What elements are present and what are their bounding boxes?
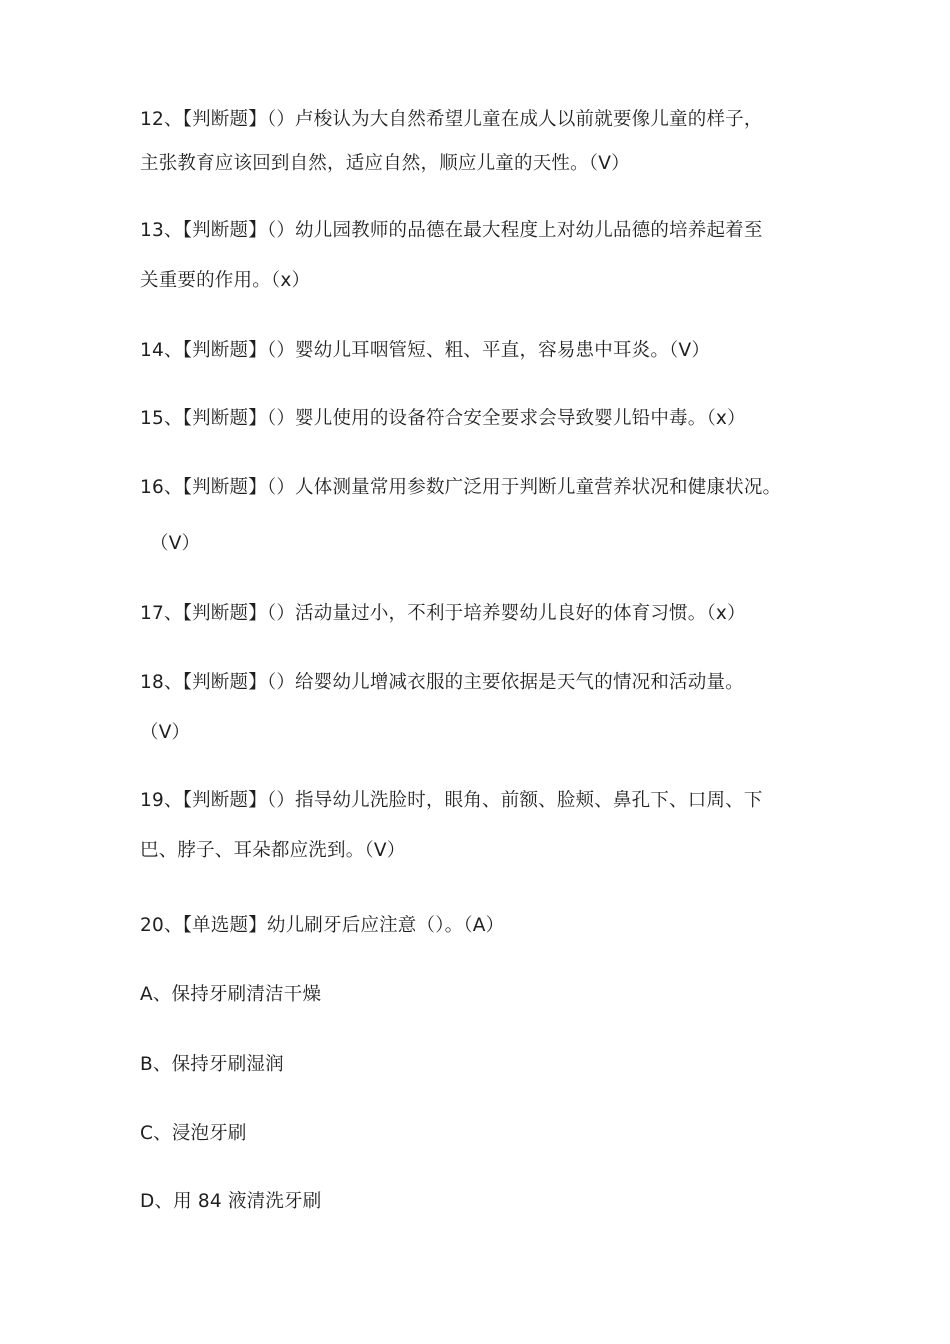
q18-line-1: 18、【判断题】（）给婴幼儿增减衣服的主要依据是天气的情况和活动量。 [140,672,744,693]
q20-option-b: B、保持牙刷湿润 [140,1054,284,1075]
q12-line-1: 12、【判断题】（）卢梭认为大自然希望儿童在成人以前就要像儿童的样子， [140,109,763,130]
q20-option-d: D、用 84 液清洗牙刷 [140,1191,322,1212]
q19-line-2: 巴、脖子、耳朵都应洗到。（V） [140,840,406,861]
q20-option-a: A、保持牙刷清洁干燥 [140,984,322,1005]
q18-line-2: （V） [140,722,191,743]
q13-line-1: 13、【判断题】（）幼儿园教师的品德在最大程度上对幼儿品德的培养起着至 [140,220,763,241]
q19-line-1: 19、【判断题】（）指导幼儿洗脸时，眼角、前额、脸颊、鼻孔下、口周、下 [140,790,763,811]
q14-line: 14、【判断题】（）婴幼儿耳咽管短、粗、平直，容易患中耳炎。（V） [140,340,711,361]
q20-option-c: C、浸泡牙刷 [140,1123,247,1144]
q16-line-2: （V） [150,533,201,554]
q20-question: 20、【单选题】幼儿刷牙后应注意（）。（A） [140,915,505,936]
q17-line: 17、【判断题】（）活动量过小，不利于培养婴幼儿良好的体育习惯。（x） [140,603,746,624]
q16-line-1: 16、【判断题】（）人体测量常用参数广泛用于判断儿童营养状况和健康状况。 [140,477,782,498]
q13-line-2: 关重要的作用。（x） [140,270,311,291]
q12-line-2: 主张教育应该回到自然，适应自然，顺应儿童的天性。（V） [140,153,630,174]
q15-line: 15、【判断题】（）婴儿使用的设备符合安全要求会导致婴儿铅中毒。（x） [140,408,746,429]
